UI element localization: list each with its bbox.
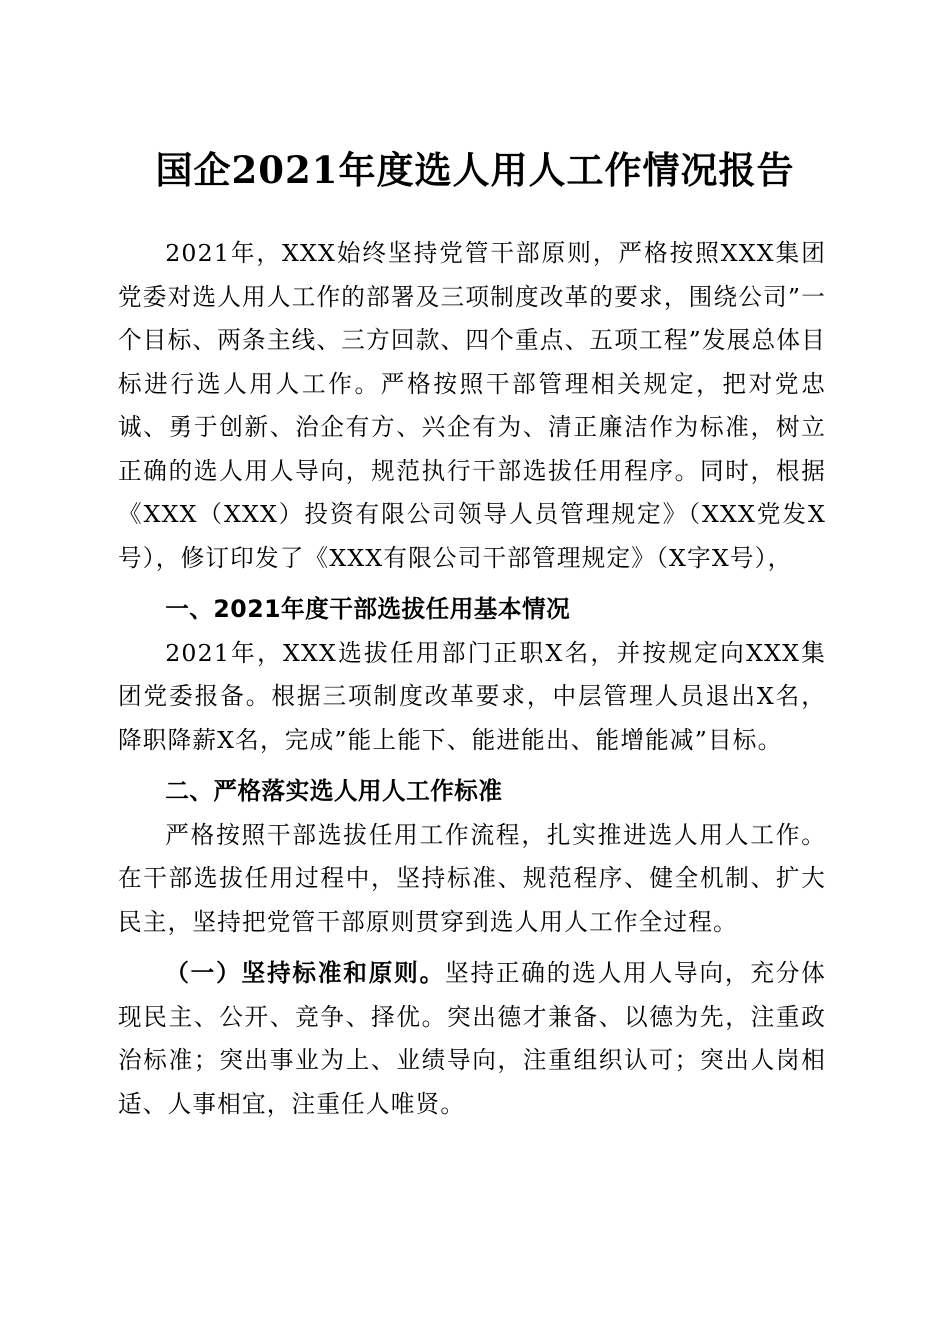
section-2-heading: 二、严格落实选人用人工作标准 [165,777,503,805]
section-1-paragraph: 2021年，XXX选拔任用部门正职X名，并按规定向XXX集团党委报备。根据三项制度改革要求，中层管理人员退出X名，降职降薪X名，完成”能上能下、能进能出、能增能减”目标。 [118,638,826,754]
subsection-1-label: （一）坚持标准和原则。 [165,959,446,987]
document-body [118,232,826,1126]
subsection-1-text: 坚持正确的选人用人导向，充分体现民主、公开、竞争、择优。突出德才兼备、以德为先，注重政治标准；突出事业为上、业绩导向，注重组织认可；突出人岗相适、人事相宜，注重任人唯贤。 [118,959,827,1118]
section-1-heading: 一、2021年度干部选拔任用基本情况 [165,595,571,623]
document-title: 国企2021年度选人用人工作情况报告 [155,148,795,192]
section-2-paragraph: 严格按照干部选拔任用工作流程，扎实推进选人用人工作。在干部选拔任用过程中，坚持标准、规范程序、健全机制、扩大民主，坚持把党管干部原则贯穿到选人用人工作全过程。 [118,820,826,936]
intro-paragraph: 2021年，XXX始终坚持党管干部原则，严格按照XXX集团党委对选人用人工作的部署及三项制度改革的要求，围绕公司”一个目标、两条主线、三方回款、四个重点、五项工程”发展总体目标进行选人用人工作。严格按照干部管理相关规定，把对党忠诚、勇于创新、治企有方、兴企有为、清正廉洁作为标准，树立正确的选人用人导向，规范执行干部选拔任用程序。同时，根据《XXX（XXX）投资有限公司领导人员管理规定》（XXX党发X号），修订印发了《XXX有限公司干部管理规定》（X字X号）， [118,239,826,572]
subsection-1-paragraph [118,952,826,1126]
